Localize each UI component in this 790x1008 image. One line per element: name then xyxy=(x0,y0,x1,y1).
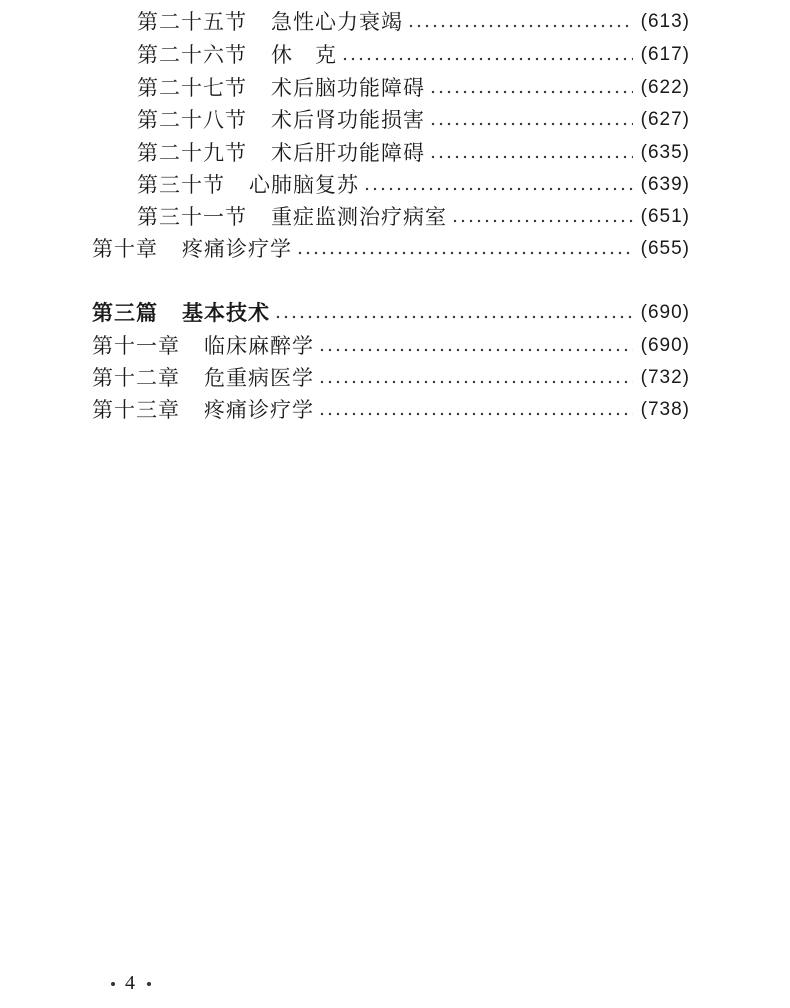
dot-leader xyxy=(451,218,633,224)
page-reference: (738) xyxy=(640,399,690,420)
chapter-title: 临床麻醉学 xyxy=(204,334,314,358)
footer-page-number xyxy=(101,972,161,995)
toc-part-entry xyxy=(92,297,690,329)
dot-leader xyxy=(296,250,633,256)
page-reference: (635) xyxy=(640,142,690,163)
page-reference: (690) xyxy=(640,302,690,323)
toc-chapter-entry xyxy=(92,330,690,362)
section-title: 心肺脑复苏 xyxy=(249,173,359,197)
toc-section-entry xyxy=(137,39,690,71)
section-title: 急性心力衰竭 xyxy=(271,10,403,34)
page-reference: (622) xyxy=(640,77,690,98)
section-number: 第二十五节 xyxy=(137,10,247,34)
page-reference: (613) xyxy=(640,11,690,32)
toc-section-entry xyxy=(137,72,690,104)
dot-leader xyxy=(429,121,633,127)
section-number: 第二十九节 xyxy=(137,141,247,165)
chapter-number: 第十三章 xyxy=(92,398,180,422)
page-reference: (639) xyxy=(640,174,690,195)
bullet-dot-icon xyxy=(147,982,151,986)
dot-leader xyxy=(318,379,633,385)
dot-leader xyxy=(318,347,633,353)
part-number: 第三篇 xyxy=(92,300,158,325)
dot-leader xyxy=(318,411,633,417)
toc-section-entry xyxy=(137,169,690,201)
section-title: 重症监测治疗病室 xyxy=(271,205,447,229)
chapter-number: 第十章 xyxy=(92,237,158,261)
dot-leader xyxy=(341,56,633,62)
section-title: 术后脑功能障碍 xyxy=(271,76,425,100)
toc-chapter-entry xyxy=(92,233,690,265)
section-title: 休 克 xyxy=(271,43,337,67)
dot-leader xyxy=(429,89,633,95)
chapter-title: 危重病医学 xyxy=(204,366,314,390)
chapter-title: 疼痛诊疗学 xyxy=(182,237,292,261)
section-title: 术后肾功能损害 xyxy=(271,108,425,132)
chapter-number: 第十二章 xyxy=(92,366,180,390)
toc-section-entry xyxy=(137,6,690,38)
dot-leader xyxy=(363,186,633,192)
toc-section-entry xyxy=(137,104,690,136)
toc-chapter-entry xyxy=(92,394,690,426)
page-number: 4 xyxy=(125,972,137,994)
page-reference: (651) xyxy=(640,206,690,227)
chapter-number: 第十一章 xyxy=(92,334,180,358)
section-number: 第三十一节 xyxy=(137,205,247,229)
page-reference: (617) xyxy=(640,44,690,65)
page-reference: (655) xyxy=(640,238,690,259)
page-reference: (732) xyxy=(640,367,690,388)
chapter-title: 疼痛诊疗学 xyxy=(204,398,314,422)
toc-chapter-entry xyxy=(92,362,690,394)
section-number: 第三十节 xyxy=(137,173,225,197)
section-number: 第二十七节 xyxy=(137,76,247,100)
dot-leader xyxy=(407,23,633,29)
page-reference: (627) xyxy=(640,109,690,130)
section-number: 第二十六节 xyxy=(137,43,247,67)
page-reference: (690) xyxy=(640,335,690,356)
toc-section-entry xyxy=(137,201,690,233)
dot-leader xyxy=(274,314,633,320)
section-title: 术后肝功能障碍 xyxy=(271,141,425,165)
part-title: 基本技术 xyxy=(182,300,270,325)
toc-section-entry xyxy=(137,137,690,169)
dot-leader xyxy=(429,154,633,160)
section-number: 第二十八节 xyxy=(137,108,247,132)
bullet-dot-icon xyxy=(111,982,115,986)
